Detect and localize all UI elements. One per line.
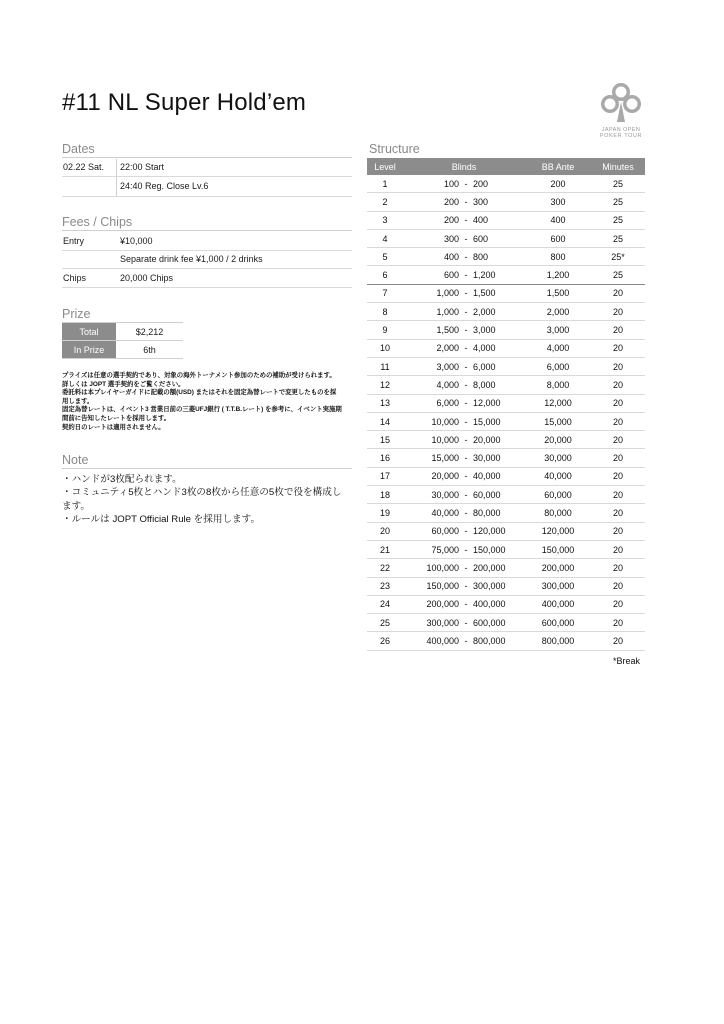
small-blind-cell: 200 xyxy=(403,211,459,229)
event-date: 02.22 Sat. xyxy=(63,162,105,172)
ante-cell: 30,000 xyxy=(525,449,591,467)
level-cell: 4 xyxy=(367,229,403,247)
prize-table xyxy=(62,323,183,359)
big-blind-cell: 20,000 xyxy=(473,431,525,449)
prize-total-value: $2,212 xyxy=(116,323,183,341)
small-blind-cell: 10,000 xyxy=(403,412,459,430)
big-blind-cell: 600 xyxy=(473,229,525,247)
ante-cell: 40,000 xyxy=(525,467,591,485)
ante-cell: 3,000 xyxy=(525,321,591,339)
logo-text-line2: POKER TOUR xyxy=(599,133,643,139)
big-blind-cell: 8,000 xyxy=(473,376,525,394)
jopt-logo xyxy=(592,80,650,148)
small-blind-cell: 400,000 xyxy=(403,632,459,650)
level-row xyxy=(367,339,645,357)
minutes-cell: 20 xyxy=(591,486,645,504)
minutes-cell: 20 xyxy=(591,303,645,321)
big-blind-cell: 800 xyxy=(473,248,525,266)
level-cell: 11 xyxy=(367,357,403,375)
ante-cell: 1,200 xyxy=(525,266,591,284)
level-cell: 18 xyxy=(367,486,403,504)
ante-cell: 800,000 xyxy=(525,632,591,650)
big-blind-cell: 600,000 xyxy=(473,614,525,632)
minutes-cell: 20 xyxy=(591,412,645,430)
minutes-cell: 20 xyxy=(591,614,645,632)
row-divider xyxy=(62,196,352,197)
club-logo-icon xyxy=(600,80,642,126)
big-blind-cell: 200 xyxy=(473,175,525,193)
big-blind-cell: 1,200 xyxy=(473,266,525,284)
big-blind-cell: 400 xyxy=(473,211,525,229)
small-blind-cell: 30,000 xyxy=(403,486,459,504)
fees-section xyxy=(62,215,352,231)
ante-cell: 150,000 xyxy=(525,540,591,558)
level-row xyxy=(367,614,645,632)
small-blind-cell: 1,500 xyxy=(403,321,459,339)
blind-separator: - xyxy=(459,357,473,375)
big-blind-cell: 30,000 xyxy=(473,449,525,467)
col-level: Level xyxy=(367,158,403,175)
level-cell: 25 xyxy=(367,614,403,632)
small-blind-cell: 400 xyxy=(403,248,459,266)
blind-separator: - xyxy=(459,321,473,339)
level-cell: 21 xyxy=(367,540,403,558)
structure-body xyxy=(367,175,645,650)
small-blind-cell: 4,000 xyxy=(403,376,459,394)
prize-section xyxy=(62,307,183,323)
level-row xyxy=(367,193,645,211)
level-cell: 20 xyxy=(367,522,403,540)
level-row xyxy=(367,504,645,522)
blind-separator: - xyxy=(459,486,473,504)
row-divider xyxy=(62,268,352,269)
big-blind-cell: 15,000 xyxy=(473,412,525,430)
dates-section xyxy=(62,142,352,158)
dates-divider xyxy=(116,159,117,197)
structure-heading: Structure xyxy=(369,142,420,156)
structure-header-row xyxy=(367,158,645,175)
blind-separator: - xyxy=(459,376,473,394)
minutes-cell: 20 xyxy=(591,467,645,485)
note-section xyxy=(62,453,352,469)
level-cell: 15 xyxy=(367,431,403,449)
level-row xyxy=(367,577,645,595)
ante-cell: 400,000 xyxy=(525,595,591,613)
fees-heading: Fees / Chips xyxy=(62,215,352,231)
ante-cell: 8,000 xyxy=(525,376,591,394)
small-blind-cell: 20,000 xyxy=(403,467,459,485)
level-row xyxy=(367,540,645,558)
small-blind-cell: 15,000 xyxy=(403,449,459,467)
start-time: 22:00 Start xyxy=(120,162,165,172)
in-prize-value: 6th xyxy=(116,341,183,359)
level-cell: 6 xyxy=(367,266,403,284)
chips-label: Chips xyxy=(63,273,87,283)
level-row xyxy=(367,284,645,302)
minutes-cell: 20 xyxy=(591,431,645,449)
ante-cell: 120,000 xyxy=(525,522,591,540)
level-row xyxy=(367,412,645,430)
blind-separator: - xyxy=(459,412,473,430)
col-minutes: Minutes xyxy=(591,158,645,175)
disclaimer-line: 契約日のレートは適用されません。 xyxy=(62,423,165,431)
entry-value: ¥10,000 xyxy=(120,236,153,246)
small-blind-cell: 40,000 xyxy=(403,504,459,522)
ante-cell: 400 xyxy=(525,211,591,229)
small-blind-cell: 10,000 xyxy=(403,431,459,449)
disclaimer-line: 固定為替レートは、イベント3 営業日前の三菱UFJ銀行 ( T.T.B.レート) を参考に、イベント実施期間前に告知したレートを採用します。 xyxy=(62,406,342,422)
blind-separator: - xyxy=(459,229,473,247)
level-row xyxy=(367,467,645,485)
level-row xyxy=(367,431,645,449)
blind-separator: - xyxy=(459,577,473,595)
minutes-cell: 20 xyxy=(591,394,645,412)
blind-separator: - xyxy=(459,175,473,193)
level-cell: 14 xyxy=(367,412,403,430)
ante-cell: 4,000 xyxy=(525,339,591,357)
blind-separator: - xyxy=(459,266,473,284)
big-blind-cell: 4,000 xyxy=(473,339,525,357)
small-blind-cell: 100 xyxy=(403,175,459,193)
logo-text-line1: JAPAN OPEN xyxy=(601,127,641,133)
small-blind-cell: 75,000 xyxy=(403,540,459,558)
big-blind-cell: 1,500 xyxy=(473,284,525,302)
note-item: ・ルールは JOPT Official Rule を採用します。 xyxy=(62,514,261,526)
ante-cell: 6,000 xyxy=(525,357,591,375)
small-blind-cell: 3,000 xyxy=(403,357,459,375)
blind-separator: - xyxy=(459,339,473,357)
level-cell: 8 xyxy=(367,303,403,321)
small-blind-cell: 150,000 xyxy=(403,577,459,595)
level-row xyxy=(367,211,645,229)
prize-heading: Prize xyxy=(62,307,183,323)
big-blind-cell: 60,000 xyxy=(473,486,525,504)
big-blind-cell: 200,000 xyxy=(473,559,525,577)
ante-cell: 600,000 xyxy=(525,614,591,632)
break-note: *Break xyxy=(612,656,640,666)
blind-separator: - xyxy=(459,504,473,522)
ante-cell: 300 xyxy=(525,193,591,211)
level-row xyxy=(367,175,645,193)
small-blind-cell: 1,000 xyxy=(403,284,459,302)
level-row xyxy=(367,559,645,577)
drink-fee: Separate drink fee ¥1,000 / 2 drinks xyxy=(120,254,263,264)
minutes-cell: 20 xyxy=(591,284,645,302)
prize-disclaimer xyxy=(62,372,342,432)
big-blind-cell: 3,000 xyxy=(473,321,525,339)
blind-separator: - xyxy=(459,211,473,229)
row-divider xyxy=(62,250,352,251)
ante-cell: 600 xyxy=(525,229,591,247)
dates-heading: Dates xyxy=(62,142,352,158)
note-item: ・ハンドが3枚配られます。 xyxy=(62,474,182,485)
level-row xyxy=(367,394,645,412)
minutes-cell: 20 xyxy=(591,632,645,650)
minutes-cell: 20 xyxy=(591,321,645,339)
minutes-cell: 20 xyxy=(591,559,645,577)
minutes-cell: 20 xyxy=(591,577,645,595)
blind-separator: - xyxy=(459,559,473,577)
minutes-cell: 20 xyxy=(591,357,645,375)
col-blinds: Blinds xyxy=(403,158,525,175)
level-cell: 12 xyxy=(367,376,403,394)
minutes-cell: 20 xyxy=(591,449,645,467)
structure-table xyxy=(367,158,645,651)
col-ante: BB Ante xyxy=(525,158,591,175)
level-row xyxy=(367,248,645,266)
big-blind-cell: 300 xyxy=(473,193,525,211)
ante-cell: 80,000 xyxy=(525,504,591,522)
blind-separator: - xyxy=(459,467,473,485)
level-row xyxy=(367,266,645,284)
ante-cell: 1,500 xyxy=(525,284,591,302)
chips-value: 20,000 Chips xyxy=(120,273,174,283)
level-cell: 10 xyxy=(367,339,403,357)
level-cell: 9 xyxy=(367,321,403,339)
level-row xyxy=(367,449,645,467)
small-blind-cell: 2,000 xyxy=(403,339,459,357)
level-cell: 17 xyxy=(367,467,403,485)
big-blind-cell: 150,000 xyxy=(473,540,525,558)
reg-close-time: 24:40 Reg. Close Lv.6 xyxy=(120,181,209,191)
entry-label: Entry xyxy=(63,236,85,246)
minutes-cell: 25 xyxy=(591,229,645,247)
blind-separator: - xyxy=(459,632,473,650)
ante-cell: 12,000 xyxy=(525,394,591,412)
level-cell: 7 xyxy=(367,284,403,302)
blind-separator: - xyxy=(459,303,473,321)
small-blind-cell: 6,000 xyxy=(403,394,459,412)
minutes-cell: 20 xyxy=(591,595,645,613)
minutes-cell: 20 xyxy=(591,376,645,394)
level-cell: 24 xyxy=(367,595,403,613)
level-cell: 19 xyxy=(367,504,403,522)
small-blind-cell: 60,000 xyxy=(403,522,459,540)
ante-cell: 200 xyxy=(525,175,591,193)
level-cell: 5 xyxy=(367,248,403,266)
blind-separator: - xyxy=(459,449,473,467)
big-blind-cell: 800,000 xyxy=(473,632,525,650)
blind-separator: - xyxy=(459,248,473,266)
level-row xyxy=(367,303,645,321)
note-list xyxy=(62,473,342,527)
big-blind-cell: 300,000 xyxy=(473,577,525,595)
ante-cell: 60,000 xyxy=(525,486,591,504)
ante-cell: 15,000 xyxy=(525,412,591,430)
small-blind-cell: 300,000 xyxy=(403,614,459,632)
level-cell: 13 xyxy=(367,394,403,412)
big-blind-cell: 40,000 xyxy=(473,467,525,485)
blind-separator: - xyxy=(459,595,473,613)
ante-cell: 20,000 xyxy=(525,431,591,449)
level-row xyxy=(367,376,645,394)
level-cell: 26 xyxy=(367,632,403,650)
small-blind-cell: 300 xyxy=(403,229,459,247)
ante-cell: 800 xyxy=(525,248,591,266)
minutes-cell: 25 xyxy=(591,266,645,284)
big-blind-cell: 2,000 xyxy=(473,303,525,321)
ante-cell: 200,000 xyxy=(525,559,591,577)
page-title: #11 NL Super Hold’em xyxy=(62,89,307,116)
note-item: ・コミュニティ5枚とハンド3枚の8枚から任意の5枚で役を構成します。 xyxy=(62,487,342,512)
level-row xyxy=(367,522,645,540)
level-row xyxy=(367,229,645,247)
blind-separator: - xyxy=(459,284,473,302)
minutes-cell: 20 xyxy=(591,540,645,558)
minutes-cell: 20 xyxy=(591,339,645,357)
level-row xyxy=(367,357,645,375)
minutes-cell: 25* xyxy=(591,248,645,266)
blind-separator: - xyxy=(459,540,473,558)
big-blind-cell: 120,000 xyxy=(473,522,525,540)
disclaimer-line: 委託料は本プレイヤーガイドに記載の額(USD) またはそれを固定為替レートで変更したものを採用します。 xyxy=(62,389,337,405)
small-blind-cell: 200 xyxy=(403,193,459,211)
level-row xyxy=(367,595,645,613)
minutes-cell: 25 xyxy=(591,193,645,211)
big-blind-cell: 6,000 xyxy=(473,357,525,375)
level-cell: 3 xyxy=(367,211,403,229)
blind-separator: - xyxy=(459,431,473,449)
big-blind-cell: 400,000 xyxy=(473,595,525,613)
small-blind-cell: 1,000 xyxy=(403,303,459,321)
level-cell: 1 xyxy=(367,175,403,193)
level-row xyxy=(367,321,645,339)
small-blind-cell: 600 xyxy=(403,266,459,284)
prize-total-label: Total xyxy=(62,323,116,341)
disclaimer-line: プライズは任意の選手契約であり、対象の海外トーナメント参加のための補助が受けられます。詳しくは JOPT 選手契約をご覧ください。 xyxy=(62,372,336,388)
prize-row xyxy=(62,341,183,359)
note-heading: Note xyxy=(62,453,352,469)
in-prize-label: In Prize xyxy=(62,341,116,359)
row-divider xyxy=(62,287,352,288)
level-row xyxy=(367,486,645,504)
blind-separator: - xyxy=(459,193,473,211)
level-cell: 23 xyxy=(367,577,403,595)
ante-cell: 300,000 xyxy=(525,577,591,595)
level-row xyxy=(367,632,645,650)
minutes-cell: 20 xyxy=(591,504,645,522)
minutes-cell: 20 xyxy=(591,522,645,540)
big-blind-cell: 12,000 xyxy=(473,394,525,412)
small-blind-cell: 100,000 xyxy=(403,559,459,577)
minutes-cell: 25 xyxy=(591,175,645,193)
small-blind-cell: 200,000 xyxy=(403,595,459,613)
level-cell: 16 xyxy=(367,449,403,467)
blind-separator: - xyxy=(459,394,473,412)
big-blind-cell: 80,000 xyxy=(473,504,525,522)
prize-row xyxy=(62,323,183,341)
blind-separator: - xyxy=(459,522,473,540)
minutes-cell: 25 xyxy=(591,211,645,229)
ante-cell: 2,000 xyxy=(525,303,591,321)
blind-separator: - xyxy=(459,614,473,632)
row-divider xyxy=(62,176,352,177)
level-cell: 22 xyxy=(367,559,403,577)
level-cell: 2 xyxy=(367,193,403,211)
